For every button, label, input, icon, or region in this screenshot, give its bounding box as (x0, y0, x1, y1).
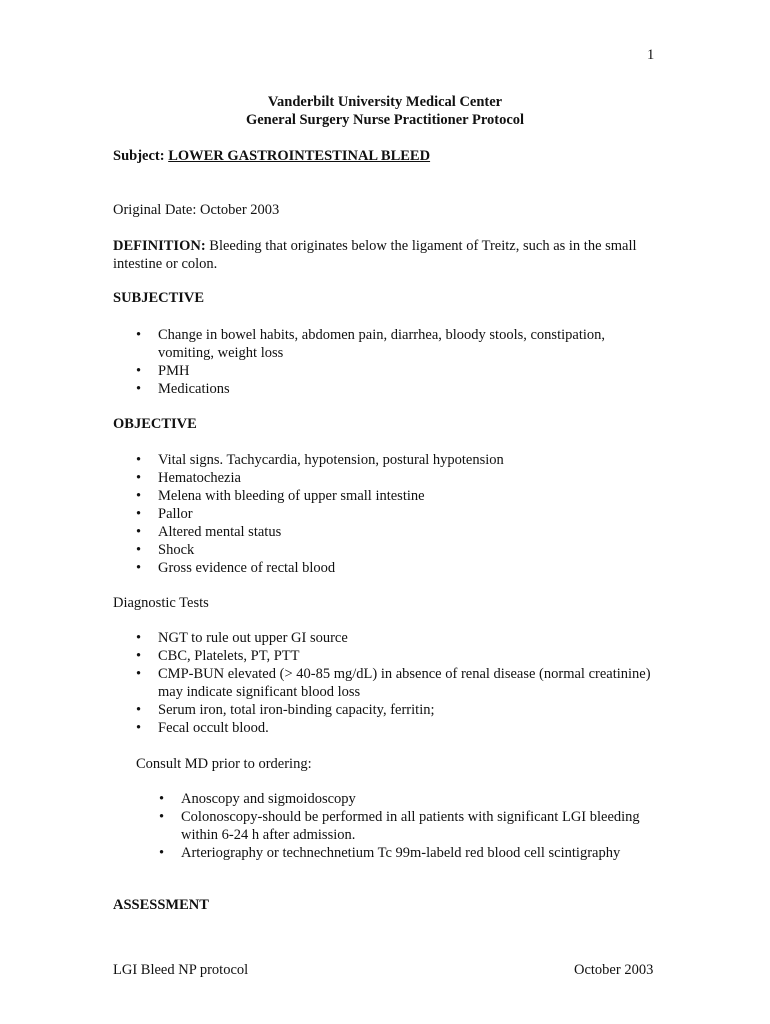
page-number: 1 (647, 47, 655, 63)
definition-text: Bleeding that originates below the ligament of Treitz, such as in the small intestine or colon. (113, 238, 637, 272)
list-item: • Anoscopy and sigmoidoscopy (159, 791, 356, 807)
list-item: • Gross evidence of rectal blood (136, 560, 336, 576)
subjective-heading: SUBJECTIVE (113, 290, 205, 306)
bullet: • (136, 560, 142, 576)
bullet: • (136, 488, 142, 504)
list-item: • Medications (136, 381, 230, 397)
subjective-list (136, 326, 656, 398)
list-item: • Fecal occult blood. (136, 720, 269, 736)
bullet: • (136, 363, 142, 379)
original-date: Original Date: October 2003 (113, 202, 280, 218)
diagnostic-tests-list (136, 629, 656, 737)
list-item: • Arteriography or technechnetium Tc 99m-labeld red blood cell scintigraphy (159, 845, 621, 861)
bullet: • (136, 630, 142, 646)
bullet: • (136, 702, 142, 718)
definition-label: DEFINITION: (113, 238, 206, 254)
footer-title: LGI Bleed NP protocol (113, 962, 249, 978)
consult-list (159, 790, 649, 862)
footer-date: October 2003 (574, 962, 654, 978)
list-item: • Altered mental status (136, 524, 282, 540)
bullet: • (136, 506, 142, 522)
objective-heading: OBJECTIVE (113, 416, 197, 432)
bullet: • (159, 809, 165, 825)
protocol-title: General Surgery Nurse Practitioner Protocol (245, 112, 525, 128)
bullet: • (136, 470, 142, 486)
objective-list (136, 451, 656, 577)
list-item: • Shock (136, 542, 195, 558)
bullet: • (136, 452, 142, 468)
list-item: • PMH (136, 363, 190, 379)
consult-heading: Consult MD prior to ordering: (136, 756, 312, 772)
bullet: • (136, 542, 142, 558)
definition (113, 237, 653, 273)
subject-value: LOWER GASTROINTESTINAL BLEED (168, 148, 431, 164)
subject-line (113, 148, 430, 165)
diagnostic-tests-heading: Diagnostic Tests (113, 595, 209, 611)
bullet: • (136, 666, 142, 682)
bullet: • (159, 845, 165, 861)
list-item: • Melena with bleeding of upper small intestine (136, 488, 425, 504)
bullet: • (159, 791, 165, 807)
list-item: • Change in bowel habits, abdomen pain, diarrhea, bloody stools, constipation, vomiting, weight loss (136, 327, 606, 361)
list-item: • CBC, Platelets, PT, PTT (136, 648, 300, 664)
list-item: • NGT to rule out upper GI source (136, 630, 348, 646)
bullet: • (136, 720, 142, 736)
list-item: • Hematochezia (136, 470, 241, 486)
bullet: • (136, 524, 142, 540)
list-item: • Vital signs. Tachycardia, hypotension, postural hypotension (136, 452, 504, 468)
assessment-heading: ASSESSMENT (113, 897, 209, 913)
bullet: • (136, 381, 142, 397)
subject-label: Subject: (113, 148, 165, 164)
list-item: • CMP-BUN elevated (> 40-85 mg/dL) in absence of renal disease (normal creatinine) may indicate significant blood loss (136, 666, 651, 700)
bullet: • (136, 648, 142, 664)
bullet: • (136, 327, 142, 343)
list-item: • Colonoscopy-should be performed in all patients with significant LGI bleeding within 6-24 h after admission. (159, 809, 640, 843)
list-item: • Pallor (136, 506, 193, 522)
list-item: • Serum iron, total iron-binding capacity, ferritin; (136, 702, 435, 718)
institution-title: Vanderbilt University Medical Center (267, 94, 503, 110)
